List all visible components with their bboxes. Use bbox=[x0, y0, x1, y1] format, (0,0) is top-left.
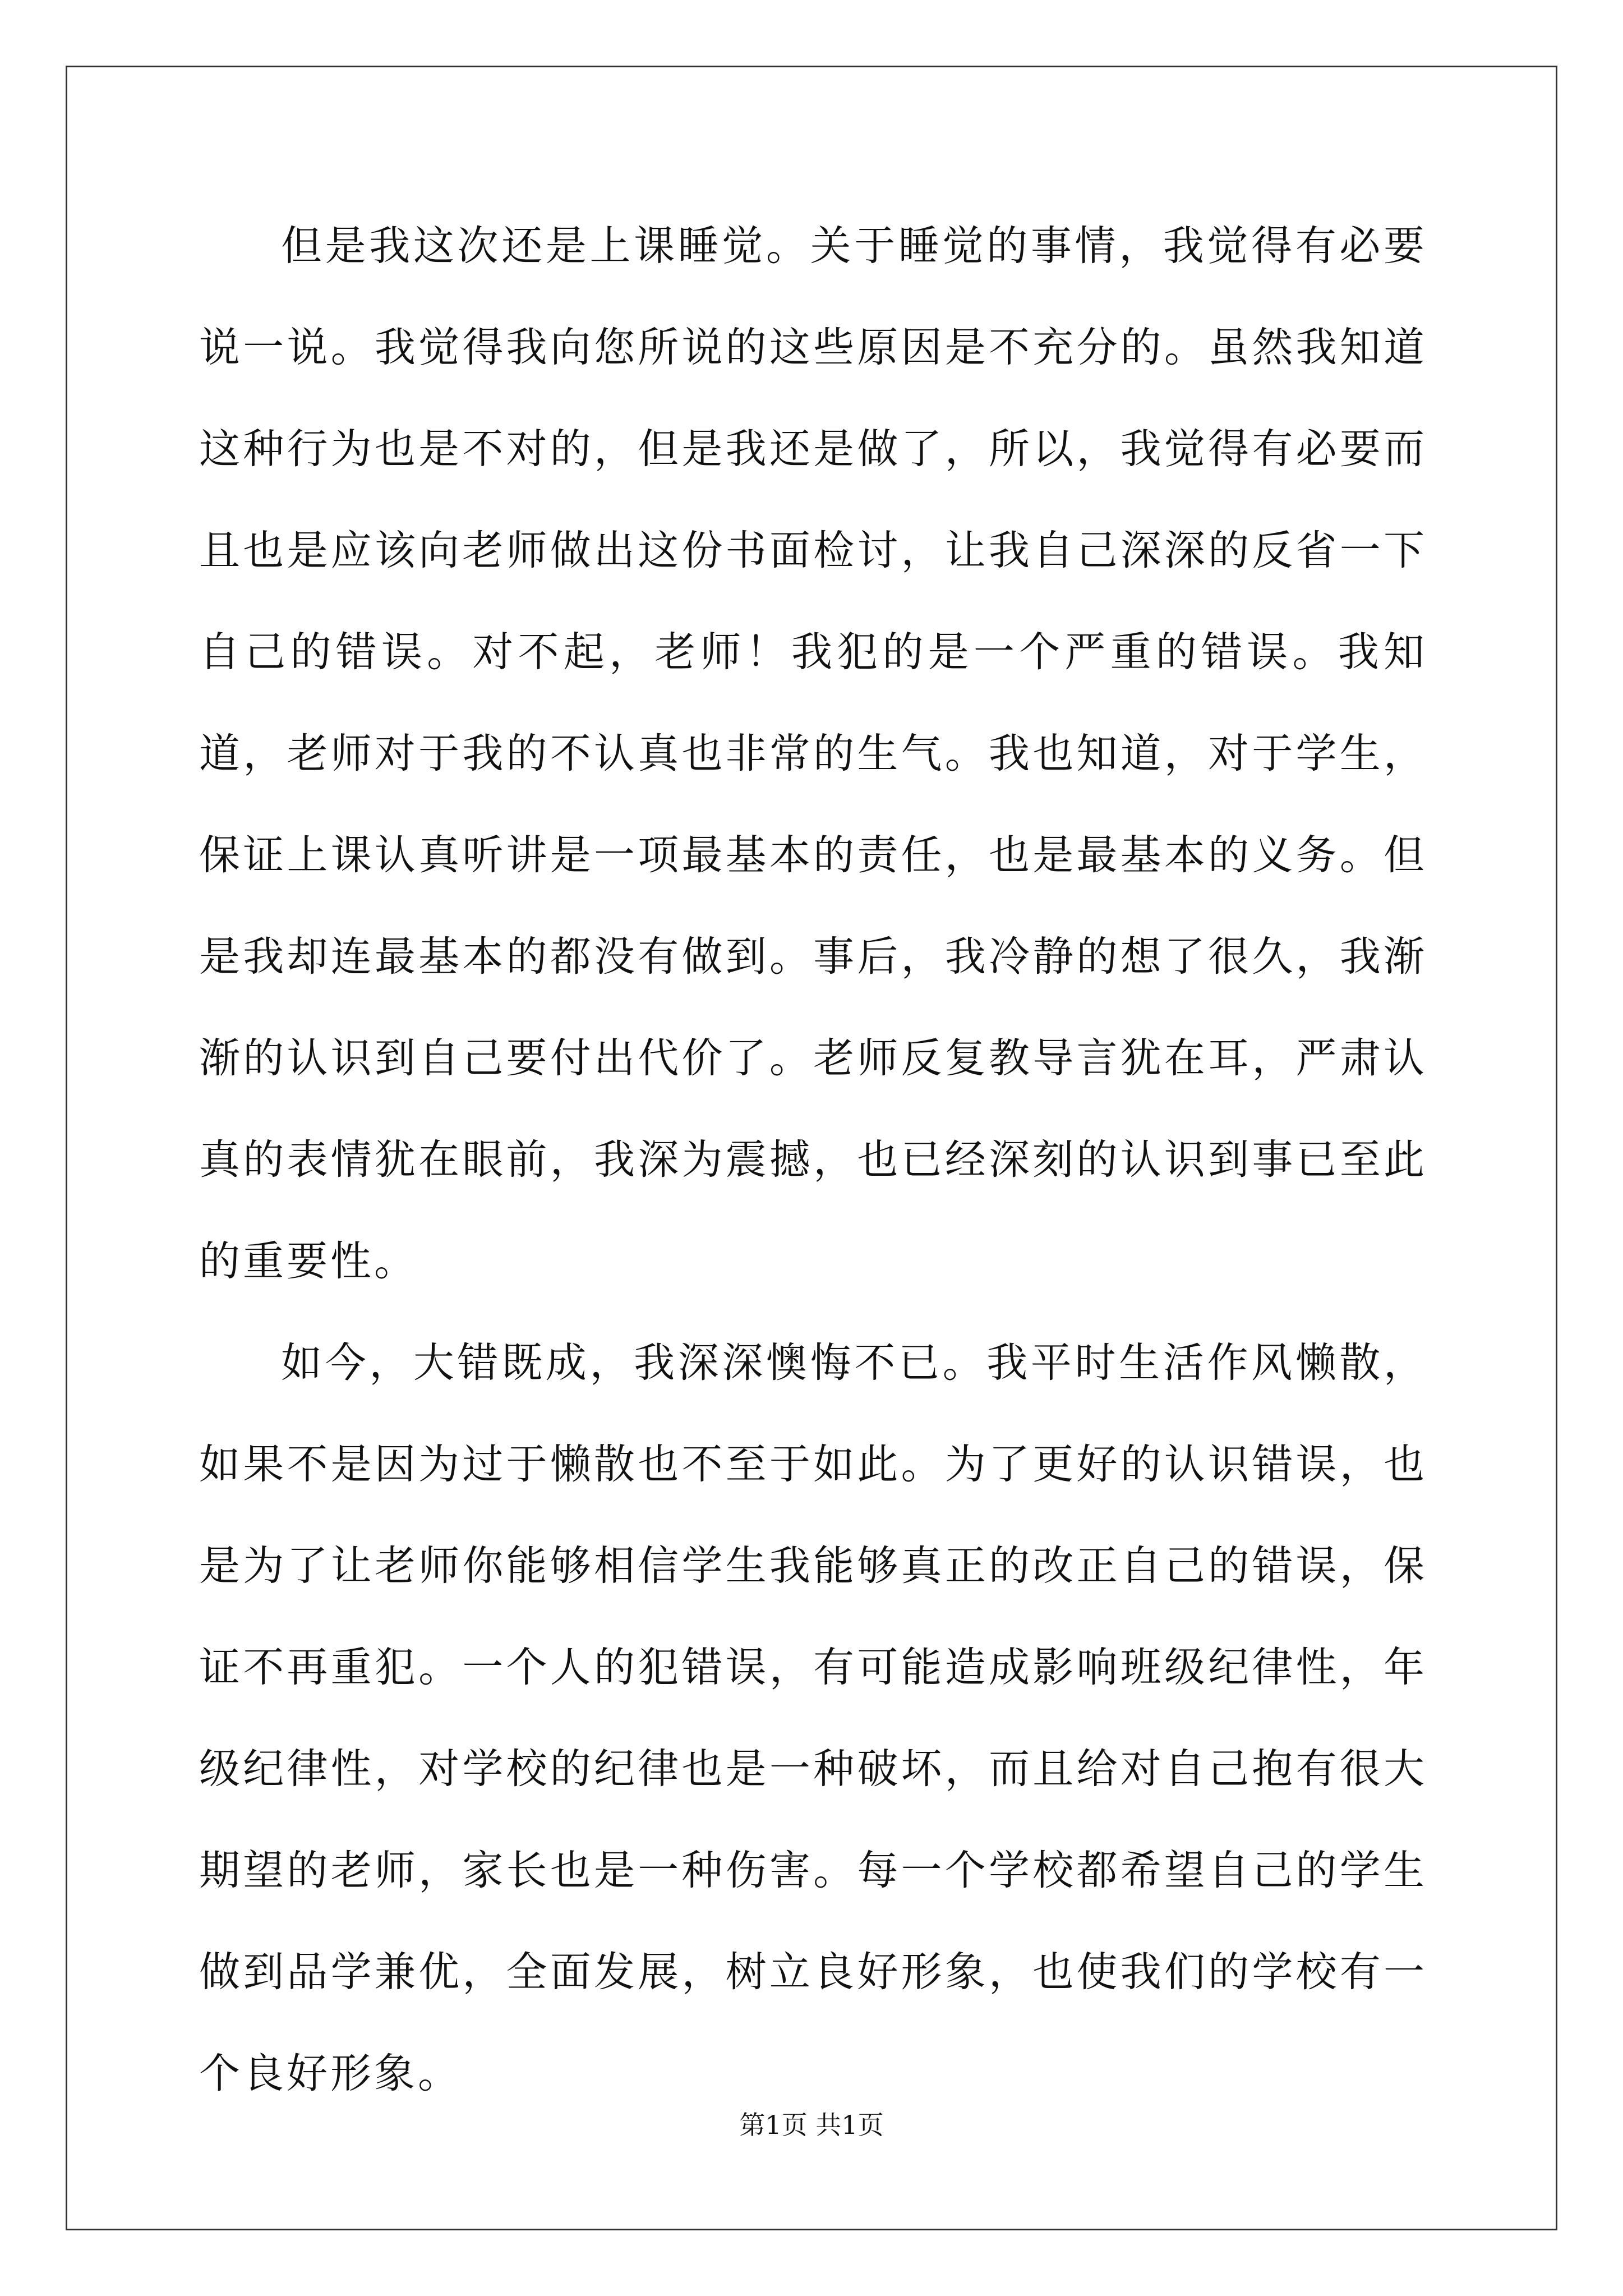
page-number: 第1页 共1页 bbox=[739, 2110, 884, 2140]
document-body bbox=[199, 195, 1427, 2124]
paragraph-1: 但是我这次还是上课睡觉。关于睡觉的事情，我觉得有必要说一说。我觉得我向您所说的这些原因是不充分的。虽然我知道这种行为也是不对的，但是我还是做了，所以，我觉得有必要而且也是应该向老师做出这份书面检讨，让我自己深深的反省一下自己的错误。对不起，老师！我犯的是一个严重的错误。我知道，老师对于我的不认真也非常的生气。我也知道，对于学生，保证上课认真听讲是一项最基本的责任，也是最基本的义务。但是我却连最基本的都没有做到。事后，我冷静的想了很久，我渐渐的认识到自己要付出代价了。老师反复教导言犹在耳，严肃认真的表情犹在眼前，我深为震撼，也已经深刻的认识到事已至此的重要性。 bbox=[199, 222, 1427, 1285]
paragraph-2: 如今，大错既成，我深深懊悔不已。我平时生活作风懒散，如果不是因为过于懒散也不至于如此。为了更好的认识错误，也是为了让老师你能够相信学生我能够真正的改正自己的错误，保证不再重犯。一个人的犯错误，有可能造成影响班级纪律性，年级纪律性，对学校的纪律也是一种破坏，而且给对自己抱有很大期望的老师，家长也是一种伤害。每一个学校都希望自己的学生做到品学兼优，全面发展，树立良好形象，也使我们的学校有一个良好形象。 bbox=[199, 1339, 1427, 2097]
